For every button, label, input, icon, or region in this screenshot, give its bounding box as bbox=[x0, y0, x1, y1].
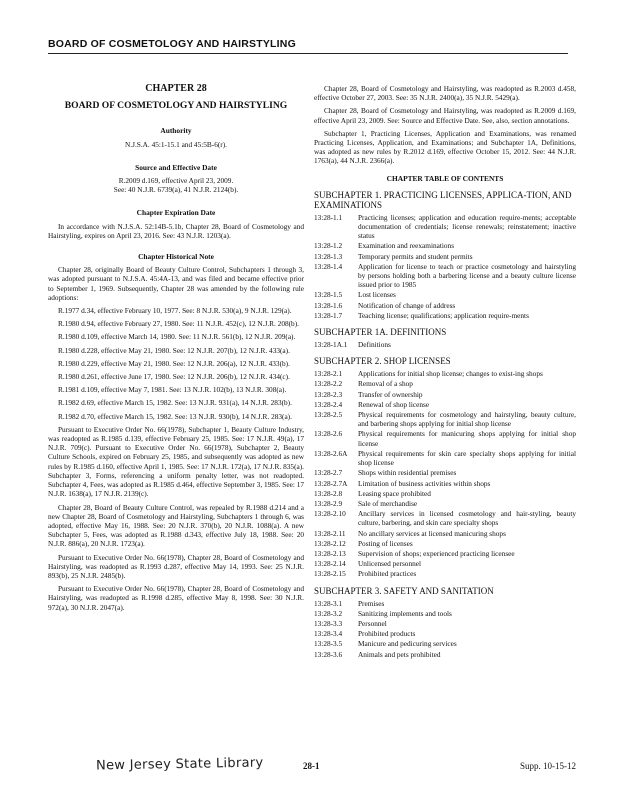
section-title: Limitation of business activities within shops bbox=[358, 478, 491, 488]
section-number: 13:28-3.6 bbox=[314, 649, 343, 659]
toc-entry bbox=[314, 290, 576, 299]
section-title: Shops within residential premises bbox=[358, 468, 457, 478]
toc-entry bbox=[314, 410, 576, 428]
section-title: Unlicensed personnel bbox=[358, 559, 422, 569]
toc-entry bbox=[314, 549, 576, 558]
section-title: Examination and reexaminations bbox=[358, 241, 455, 251]
section-title: Applications for initial shop license; changes to exist-ing shops bbox=[358, 369, 543, 379]
section-number: 13:28-2.5 bbox=[314, 410, 343, 420]
section-number: 13:28-2.12 bbox=[314, 538, 346, 548]
section-title: Lost licenses bbox=[358, 290, 396, 300]
toc-entry bbox=[314, 499, 576, 508]
subchapter-heading: SUBCHAPTER 3. SAFETY AND SANITATION bbox=[314, 585, 494, 596]
toc-entry bbox=[314, 379, 576, 388]
section-number: 13:28-2.10 bbox=[314, 509, 346, 519]
toc-entry bbox=[314, 468, 576, 477]
section-number: 13:28-1.5 bbox=[314, 290, 343, 300]
toc-entry bbox=[314, 301, 576, 310]
section-title: Teaching license; qualifications; application require-ments bbox=[358, 310, 529, 320]
section-title: Renewal of shop license bbox=[358, 399, 430, 409]
section-number: 13:28-3.3 bbox=[314, 618, 343, 628]
section-title: Physical requirements for cosmetology and hairstyling, beauty culture, and barbering shops applying for initial shop license bbox=[358, 410, 576, 429]
section-number: 13:28-2.2 bbox=[314, 379, 343, 389]
section-number: 13:28-3.1 bbox=[314, 598, 343, 608]
right-column bbox=[314, 84, 576, 660]
section-title: Manicure and pedicuring services bbox=[358, 639, 457, 649]
section-title: Physical requirements for skin care specialty shops applying for initial shop license bbox=[358, 448, 576, 468]
supplement-date: Supp. 10-15-12 bbox=[520, 761, 576, 771]
section-number: 13:28-1.6 bbox=[314, 300, 343, 310]
toc-entry bbox=[314, 529, 576, 538]
section-title: Sanitizing implements and tools bbox=[358, 608, 452, 618]
source-line-1: R.2009 d.169, effective April 23, 2009. bbox=[118, 176, 234, 186]
section-number: 13:28-2.3 bbox=[314, 389, 343, 399]
history-paragraph: Chapter 28, Board of Cosmetology and Hairstyling, was readopted as R.2009 d.169, effective April 23, 2009. See: Source and Effective Date. See, also, section annotations. bbox=[314, 106, 576, 125]
toc-entry bbox=[314, 479, 576, 488]
toc-entry bbox=[314, 449, 576, 467]
left-column bbox=[48, 84, 304, 616]
chapter-number: CHAPTER 28 bbox=[145, 83, 207, 94]
toc-entry bbox=[314, 629, 576, 638]
toc-entry bbox=[314, 369, 576, 378]
toc-entry bbox=[314, 252, 576, 261]
section-title: Animals and pets prohibited bbox=[358, 649, 441, 659]
toc-entry bbox=[314, 619, 576, 628]
section-title: Posting of licenses bbox=[358, 538, 413, 548]
toc-entry bbox=[314, 489, 576, 498]
section-title: Personnel bbox=[358, 618, 387, 628]
section-number: 13:28-2.11 bbox=[314, 528, 346, 538]
subchapter-list bbox=[314, 213, 576, 320]
section-title: Definitions bbox=[358, 340, 391, 350]
history-paragraph: Pursuant to Executive Order No. 66(1978), Subchapter 1, Beauty Culture Industry, was readopted as R.1985 d.139, effective February 25, 1985. See: 17 N.J.R. 49(a), 17 N.J.R. 709(c). Pursuant to Executive Order No. 66(1978), Subchapter 2, Beauty Culture Schools, expired on February 25, 1985, and subsequently was adopted as new rules by R.1985 d.160, effective April 1, 1985. See: 17 N.J.R. 172(a), 17 N.J.R. 835(a). Subchapter 3, Forms, referencing a uniform penalty letter, was not readopted. Subchapter 4, Fees, was adopted as R.1985 d.464, effective September 3, 1985. See: 17 N.J.R. 1638(a), 17 N.J.R. 2139(c). bbox=[48, 424, 304, 499]
history-paragraph: Chapter 28, Board of Beauty Culture Control, was repealed by R.1988 d.214 and a new Chapter 28, Board of Cosmetology and Hairstyling, Subchapters 1 through 6, was adopted, effective May 16, 1988. See: 20 N.J.R. 370(b), 20 N.J.R. 1088(a). A new Subchapter 5, Fees, was adopted as R.1988 d.343, effective July 18, 1988. See: 20 N.J.R. 886(a), 20 N.J.R. 1723(a). bbox=[48, 502, 304, 549]
history-paragraph: Subchapter 1, Practicing Licenses, Application and Examinations, was renamed Practicing Licenses, Application, and Examinations; and Subchapter 1A, Definitions, was adopted as new rules by R.2012 d.169, effective October 15, 2012. See: 44 N.J.R. 1763(a), 44 N.J.R. 2366(a). bbox=[314, 128, 576, 166]
source-heading: Source and Effective Date bbox=[135, 162, 217, 172]
section-number: 13:28-1.4 bbox=[314, 261, 343, 271]
section-number: 13:28-2.7 bbox=[314, 468, 343, 478]
section-title: Practicing licenses; application and education require-ments; acceptable documentation of credentials; license renewals; reinstatement; inactive status bbox=[358, 212, 576, 241]
source-line-2: See: 40 N.J.R. 6739(a), 41 N.J.R. 2124(b). bbox=[113, 185, 239, 195]
section-number: 13:28-1.1 bbox=[314, 212, 343, 222]
subchapter-heading: SUBCHAPTER 1. PRACTICING LICENSES, APPLICA-TION, AND EXAMINATIONS bbox=[314, 189, 572, 210]
library-stamp: New Jersey State Library bbox=[95, 755, 264, 774]
toc-entry bbox=[314, 340, 576, 349]
history-paragraph: Chapter 28, Board of Cosmetology and Hairstyling, was readopted as R.2003 d.458, effective October 27, 2003. See: 35 N.J.R. 2400(a), 35 N.J.R. 5429(a). bbox=[314, 84, 576, 103]
rule-adoption: R.1982 d.69, effective March 15, 1982. See: 13 N.J.R. 931(a), 14 N.J.R. 283(b). bbox=[58, 398, 292, 408]
authority-text: N.J.S.A. 45:1-15.1 and 45:5B-6(r). bbox=[125, 139, 227, 149]
toc-entry bbox=[314, 559, 576, 568]
toc-entry bbox=[314, 429, 576, 447]
toc-entry bbox=[314, 400, 576, 409]
rule-adoption: R.1981 d.109, effective May 7, 1981. See: 13 N.J.R. 102(b), 13 N.J.R. 308(a). bbox=[58, 385, 287, 395]
section-number: 13:28-2.9 bbox=[314, 498, 343, 508]
toc-entry bbox=[314, 569, 576, 578]
running-header: BOARD OF COSMETOLOGY AND HAIRSTYLING bbox=[48, 38, 296, 50]
section-title: Temporary permits and student permits bbox=[358, 251, 473, 261]
section-title: Ancillary services in licensed cosmetology and hair-styling, beauty culture, barbering, and skin care specialty shops bbox=[358, 509, 576, 528]
toc-entry bbox=[314, 262, 576, 290]
section-title: Application for license to teach or practice cosmetology and hairstyling by persons holding both a barbering license and a beauty culture license issued prior to 1985 bbox=[358, 261, 576, 290]
section-number: 13:28-2.6 bbox=[314, 429, 343, 439]
section-title: No ancillary services at licensed manicuring shops bbox=[358, 528, 506, 538]
toc-entry bbox=[314, 539, 576, 548]
toc-entry bbox=[314, 509, 576, 527]
history-paragraph: Pursuant to Executive Order No. 66(1978), Chapter 28, Board of Cosmetology and Hairstyling, was readopted as R.1998 d.285, effective May 8, 1998. See: 30 N.J.R. 972(a), 30 N.J.R. 2047(a). bbox=[48, 584, 304, 612]
section-number: 13:28-2.14 bbox=[314, 559, 346, 569]
section-number: 13:28-3.2 bbox=[314, 608, 343, 618]
section-number: 13:28-3.5 bbox=[314, 639, 343, 649]
section-number: 13:28-2.15 bbox=[314, 569, 346, 579]
toc-entry bbox=[314, 650, 576, 659]
page-footer bbox=[48, 757, 576, 781]
section-title: Premises bbox=[358, 598, 385, 608]
subchapter-list bbox=[314, 340, 576, 349]
chapter-title: BOARD OF COSMETOLOGY AND HAIRSTYLING bbox=[64, 100, 288, 112]
section-number: 13:28-1A.1 bbox=[314, 340, 348, 350]
section-title: Physical requirements for manicuring shops applying for initial shop license bbox=[358, 429, 576, 448]
rule-adoption: R.1977 d.34, effective February 10, 1977. See: 8 N.J.R. 530(a), 9 N.J.R. 129(a). bbox=[58, 306, 292, 316]
rule-adoption: R.1980 d.261, effective June 17, 1980. See: 12 N.J.R. 206(b), 12 N.J.R. 434(c). bbox=[58, 372, 290, 382]
section-number: 13:28-2.13 bbox=[314, 548, 346, 558]
rule-adoption: R.1980 d.228, effective May 21, 1980. See: 12 N.J.R. 207(b), 12 N.J.R. 433(a). bbox=[58, 345, 290, 355]
section-number: 13:28-1.7 bbox=[314, 310, 343, 320]
toc-entry bbox=[314, 241, 576, 250]
section-number: 13:28-2.1 bbox=[314, 369, 343, 379]
section-title: Sale of merchandise bbox=[358, 498, 418, 508]
rule-adoption: R.1980 d.109, effective March 14, 1980. See: 11 N.J.R. 561(b), 12 N.J.R. 209(a). bbox=[58, 332, 296, 342]
expiration-text: In accordance with N.J.S.A. 52:14B-5.1b, Chapter 28, Board of Cosmetology and Hairstyling, expires on April 23, 2016. See: 43 N.J.R. 1203(a). bbox=[48, 221, 304, 240]
toc-entry bbox=[314, 213, 576, 241]
section-number: 13:28-2.4 bbox=[314, 399, 343, 409]
subchapter-list bbox=[314, 369, 576, 578]
page-number: 28-1 bbox=[303, 761, 320, 771]
rule-adoption: R.1982 d.70, effective March 15, 1982. See: 13 N.J.R. 930(b), 14 N.J.R. 283(a). bbox=[58, 411, 292, 421]
section-number: 13:28-1.3 bbox=[314, 251, 343, 261]
history-paragraph: Chapter 28, originally Board of Beauty Culture Control, Subchapters 1 through 3, was adopted pursuant to N.J.S.A. 45:4A-13, and was filed and became effective prior to September 1, 1969. Subsequently, Chapter 28 was amended by the following rule adoptions: bbox=[48, 265, 304, 302]
toc-entry bbox=[314, 639, 576, 648]
history-heading: Chapter Historical Note bbox=[138, 252, 214, 262]
toc-entry bbox=[314, 390, 576, 399]
section-title: Supervision of shops; experienced practicing licensee bbox=[358, 548, 515, 558]
section-number: 13:28-3.4 bbox=[314, 629, 343, 639]
section-number: 13:28-2.8 bbox=[314, 488, 343, 498]
section-title: Leasing space prohibited bbox=[358, 488, 431, 498]
section-number: 13:28-2.6A bbox=[314, 448, 348, 458]
section-title: Prohibited products bbox=[358, 629, 416, 639]
toc-entry bbox=[314, 609, 576, 618]
toc-entry bbox=[314, 599, 576, 608]
section-title: Prohibited practices bbox=[358, 569, 417, 579]
section-title: Transfer of ownership bbox=[358, 389, 423, 399]
section-title: Notification of change of address bbox=[358, 300, 456, 310]
section-number: 13:28-2.7A bbox=[314, 478, 348, 488]
section-title: Removal of a shop bbox=[358, 379, 413, 389]
expiration-heading: Chapter Expiration Date bbox=[136, 208, 216, 218]
subchapter-list bbox=[314, 599, 576, 659]
section-number: 13:28-1.2 bbox=[314, 241, 343, 251]
authority-heading: Authority bbox=[160, 126, 192, 136]
rule-adoption: R.1980 d.94, effective February 27, 1980. See: 11 N.J.R. 452(c), 12 N.J.R. 208(b). bbox=[58, 319, 299, 329]
toc-heading: CHAPTER TABLE OF CONTENTS bbox=[386, 173, 504, 183]
toc-entry bbox=[314, 311, 576, 320]
subchapter-heading: SUBCHAPTER 1A. DEFINITIONS bbox=[314, 327, 447, 338]
rule-adoption: R.1980 d.229, effective May 21, 1980. See: 12 N.J.R. 206(a), 12 N.J.R. 433(b). bbox=[58, 358, 290, 368]
history-paragraph: Pursuant to Executive Order No. 66(1978), Chapter 28, Board of Cosmetology and Hairstyling, was readopted as R.1993 d.287, effective May 14, 1993. See: 25 N.J.R. 893(b), 25 N.J.R. 2485(b). bbox=[48, 552, 304, 580]
header-rule bbox=[48, 53, 568, 54]
subchapter-heading: SUBCHAPTER 2. SHOP LICENSES bbox=[314, 356, 451, 367]
